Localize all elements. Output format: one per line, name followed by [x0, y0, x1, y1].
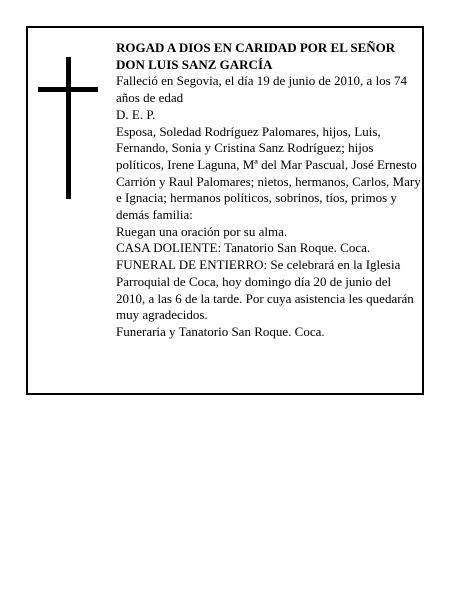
death-info: Falleció en Segovia, el día 19 de junio de 2010, a los 74 años de edad: [116, 73, 407, 106]
cross-vertical-bar: [66, 57, 71, 199]
rip-line: D. E. P.: [116, 106, 156, 122]
latin-cross-icon: [38, 57, 98, 199]
obituary-notice: [26, 26, 424, 395]
funeral-home: Funeraria y Tanatorio San Roque. Coca.: [116, 323, 325, 339]
notice-heading: ROGAD A DIOS EN CARIDAD POR EL SEÑOR DON LUIS SANZ GARCÍA: [116, 40, 396, 72]
prayer-request: Ruegan una oración por su alma.: [116, 223, 288, 239]
mourning-house: CASA DOLIENTE: Tanatorio San Roque. Coca.: [116, 240, 371, 256]
funeral-details: FUNERAL DE ENTIERRO: Se celebrará en la Iglesia Parroquial de Coca, hoy domingo día 20 de junio del 2010, a las 6 de la tarde. Por cuya asistencia les quedarán muy agradecidos.: [116, 257, 414, 323]
notice-text: [116, 40, 422, 341]
family-list: Esposa, Soledad Rodríguez Palomares, hijos, Luis, Fernando, Sonia y Cristina Sanz Rodríguez; hijos políticos, Irene Laguna, Mª del Mar Pascual, José Ernesto Carrión y Raul Palomares; nietos, hermanos, Carlos, Mary e Ignacia; hermanos políticos, sobrinos, tíos, primos y demás familia:: [116, 123, 421, 223]
cross-horizontal-bar: [38, 87, 98, 92]
